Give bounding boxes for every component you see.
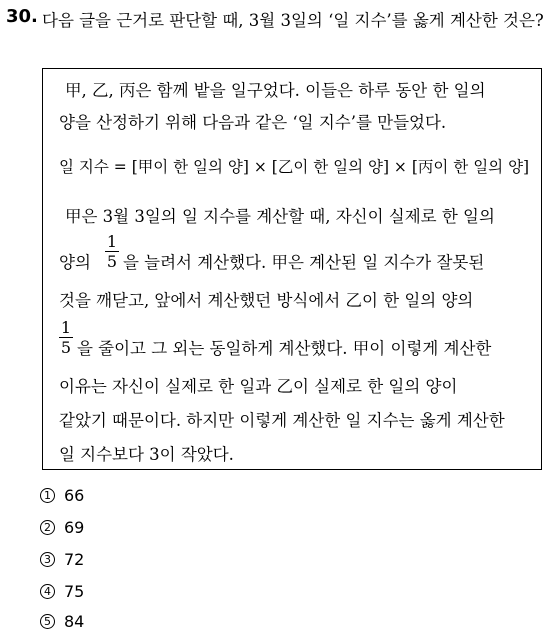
passage-line: 같았기 때문이다. 하지만 이렇게 계산한 일 지수는 옳게 계산한 — [59, 411, 505, 430]
choice-value: 75 — [64, 582, 85, 601]
passage-line: 양을 산정하기 위해 다음과 같은 ‘일 지수’를 만들었다. — [59, 113, 447, 132]
choice-value: 69 — [64, 518, 85, 537]
fraction-one-fifth — [105, 233, 119, 270]
fraction-numerator: 1 — [106, 232, 118, 251]
fraction-denominator: 5 — [106, 252, 118, 271]
choice-option[interactable] — [40, 612, 84, 631]
choice-option[interactable] — [40, 518, 84, 537]
question-text: 다음 글을 근거로 판단할 때, 3월 3일의 ‘일 지수’를 옳게 계산한 것은? — [42, 11, 544, 30]
fraction-numerator: 1 — [60, 318, 72, 337]
choice-value: 84 — [64, 612, 85, 631]
passage-line-suffix: 을 늘려서 계산했다. 甲은 계산된 일 지수가 잘못된 — [123, 253, 485, 272]
choice-option[interactable] — [40, 582, 84, 601]
passage-line-prefix: 양의 — [59, 253, 91, 272]
passage-line-suffix: 을 줄이고 그 외는 동일하게 계산했다. 甲이 이렇게 계산한 — [77, 339, 492, 358]
passage-line: 甲, 乙, 丙은 함께 밭을 일구었다. 이들은 하루 동안 한 일의 — [65, 81, 486, 100]
passage-line: 것을 깨닫고, 앞에서 계산했던 방식에서 乙이 한 일의 양의 — [59, 291, 474, 310]
choice-marker: 4 — [40, 584, 55, 599]
formula: 일 지수 = [甲이 한 일의 양] × [乙이 한 일의 양] × [丙이 한 일의 양] — [59, 158, 530, 176]
question-number: 30. — [6, 6, 38, 27]
choice-marker: 5 — [40, 614, 55, 629]
choice-option[interactable] — [40, 486, 84, 505]
passage-line: 이유는 자신이 실제로 한 일과 乙이 실제로 한 일의 양이 — [59, 377, 458, 396]
choice-marker: 1 — [40, 488, 55, 503]
choice-marker: 3 — [40, 552, 55, 567]
fraction-one-fifth — [59, 319, 73, 356]
choice-value: 66 — [64, 486, 85, 505]
passage-box — [42, 68, 542, 470]
passage-line: 일 지수보다 3이 작았다. — [59, 445, 234, 464]
passage-line: 甲은 3월 3일의 일 지수를 계산할 때, 자신이 실제로 한 일의 — [65, 207, 495, 226]
choice-marker: 2 — [40, 520, 55, 535]
choice-option[interactable] — [40, 550, 84, 569]
fraction-denominator: 5 — [60, 338, 72, 357]
choice-value: 72 — [64, 550, 85, 569]
